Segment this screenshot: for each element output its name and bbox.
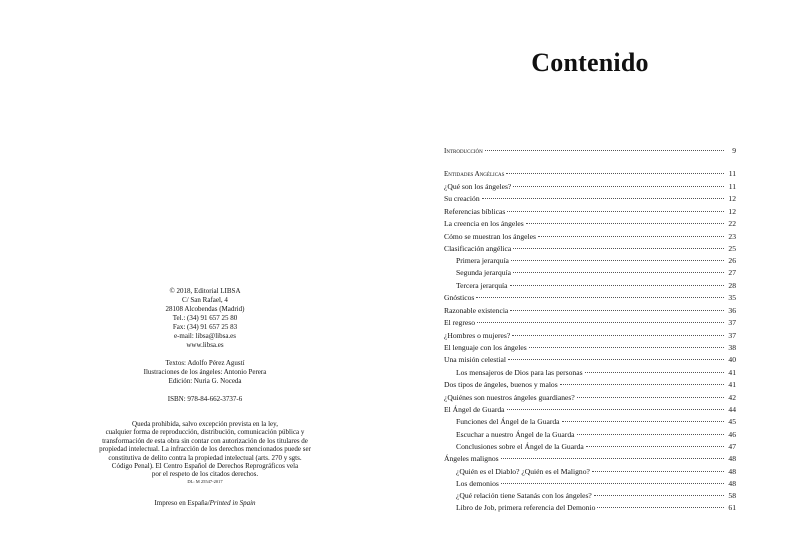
- toc-entry-title: Introducción: [444, 147, 483, 155]
- toc-entry-page: 12: [728, 194, 736, 203]
- toc-entry-page: 37: [728, 331, 736, 340]
- dot-leader: [485, 150, 724, 151]
- publisher-line: e-mail: libsa@libsa.es: [173, 332, 237, 340]
- toc-entry-title: ¿Quiénes son nuestros ángeles guardianes?: [444, 393, 575, 402]
- dot-leader: [513, 186, 724, 187]
- dot-leader: [562, 421, 724, 422]
- notice-line: propiedad intelectual. La infracción de los derechos mencionados puede ser: [99, 445, 311, 454]
- toc-entry: [444, 502, 736, 514]
- toc-entry-title: Entidades Angélicas: [444, 170, 505, 178]
- toc-entry: [444, 255, 736, 267]
- publisher-line: © 2018, Editorial LIBSA: [169, 287, 241, 295]
- toc-entry: [444, 206, 736, 218]
- dot-leader: [594, 495, 724, 496]
- dot-leader: [507, 211, 724, 212]
- toc-entry-title: Funciones del Ángel de la Guarda: [456, 417, 560, 426]
- toc-entry: [444, 231, 736, 243]
- toc-entry-page: 9: [732, 146, 736, 155]
- toc-entry: [444, 243, 736, 255]
- dot-leader: [482, 198, 724, 199]
- toc-entry-page: 48: [728, 479, 736, 488]
- toc-entry-title: Los mensajeros de Dios para las personas: [456, 368, 583, 377]
- publisher-line: www.libsa.es: [186, 341, 224, 349]
- dot-leader: [577, 434, 725, 435]
- toc-entry: [444, 145, 736, 157]
- toc-entry: [444, 404, 736, 416]
- toc-entry-page: 44: [728, 405, 736, 414]
- toc-entry-page: 27: [728, 268, 736, 277]
- toc-entry: [444, 354, 736, 366]
- toc-entry: [444, 342, 736, 354]
- dot-leader: [560, 384, 724, 385]
- toc-entry-page: 41: [728, 368, 736, 377]
- dot-leader: [510, 310, 724, 311]
- toc-entry-page: 12: [728, 207, 736, 216]
- dot-leader: [477, 322, 724, 323]
- toc-entry-page: 23: [728, 232, 736, 241]
- legal-notice: [85, 420, 325, 485]
- legal-deposit: DL: M 25547-2017: [187, 478, 223, 484]
- toc-entry-page: 25: [728, 244, 736, 253]
- notice-line: Queda prohibida, salvo excepción prevista en la ley,: [132, 420, 278, 428]
- contents-page: [444, 0, 736, 550]
- toc-entry-title: El Ángel de Guarda: [444, 405, 505, 414]
- dot-leader: [513, 272, 724, 273]
- dot-leader: [586, 446, 724, 447]
- toc-entry-title: Su creación: [444, 194, 480, 203]
- dot-leader: [506, 173, 724, 174]
- toc-entry: [444, 305, 736, 317]
- toc-entry-page: 36: [728, 306, 736, 315]
- toc-entry: [444, 280, 736, 292]
- toc-entry-title: El lenguaje con los ángeles: [444, 343, 527, 352]
- credit-line: Ilustraciones de los ángeles: Antonio Perera: [143, 368, 267, 376]
- dot-leader: [510, 285, 724, 286]
- toc-entry: [444, 193, 736, 205]
- toc-entry-title: Dos tipos de ángeles, buenos y malos: [444, 380, 558, 389]
- notice-line: por el respeto de los citados derechos.: [151, 470, 259, 479]
- toc-entry-page: 48: [728, 454, 736, 463]
- toc-entry-title: Una misión celestial: [444, 355, 506, 364]
- dot-leader: [597, 507, 724, 508]
- dot-leader: [585, 372, 724, 373]
- toc-entry-title: Escuchar a nuestro Ángel de la Guarda: [456, 430, 575, 439]
- toc-entry: [444, 490, 736, 502]
- dot-leader: [592, 471, 724, 472]
- dot-leader: [511, 260, 724, 261]
- dot-leader: [529, 347, 724, 348]
- printed-italic: Printed in Spain: [209, 499, 256, 507]
- toc-entry-page: 42: [728, 393, 736, 402]
- notice-line: transformación de esta obra sin contar con autorización de los titulares de: [102, 436, 308, 445]
- publisher-line: 28108 Alcobendas (Madrid): [165, 305, 245, 313]
- printed-in: [95, 499, 315, 507]
- toc-entry-page: 22: [728, 219, 736, 228]
- toc-entry-title: Conclusiones sobre el Ángel de la Guarda: [456, 442, 584, 451]
- toc-entry-title: Segunda jerarquía: [456, 268, 512, 277]
- toc-entry-page: 38: [728, 343, 736, 352]
- toc-entry: [444, 367, 736, 379]
- notice-line: constitutiva de delito contra la propiedad intelectual (arts. 270 y sgts.: [108, 453, 302, 462]
- toc-entry-title: Gnósticos: [444, 293, 475, 302]
- toc-entry-title: Los demonios: [456, 479, 499, 488]
- toc-entry: [444, 453, 736, 465]
- copyright-page: [95, 0, 315, 550]
- toc-entry: [444, 218, 736, 230]
- isbn: ISBN: 978-84-662-3737-6: [167, 395, 243, 403]
- toc-entry: [444, 267, 736, 279]
- dot-leader: [476, 297, 724, 298]
- toc-entry-title: El regreso: [444, 318, 475, 327]
- toc-entry-title: La creencia en los ángeles: [444, 219, 524, 228]
- toc-entry-title: ¿Qué son los ángeles?: [444, 182, 512, 191]
- toc-entry: [444, 478, 736, 490]
- toc-entry-page: 61: [728, 503, 736, 512]
- credit-line: Textos: Adolfo Pérez Agustí: [165, 359, 245, 367]
- dot-leader: [508, 359, 724, 360]
- publisher-line: C/ San Rafael, 4: [182, 296, 228, 304]
- toc-entry: [444, 317, 736, 329]
- toc-entry-page: 45: [728, 417, 736, 426]
- printed-prefix: Impreso en España/: [154, 499, 210, 507]
- publisher-info: [95, 287, 315, 404]
- toc-entry-page: 41: [728, 380, 736, 389]
- dot-leader: [526, 223, 724, 224]
- notice-line: Código Penal). El Centro Español de Derechos Reprográficos vela: [111, 462, 299, 471]
- toc-entry: [444, 392, 736, 404]
- toc-entry-page: 37: [728, 318, 736, 327]
- toc-entry: [444, 429, 736, 441]
- toc-entry: [444, 379, 736, 391]
- dot-leader: [507, 409, 724, 410]
- toc-entry-title: Primera jerarquía: [456, 256, 509, 265]
- toc-entry: [444, 416, 736, 428]
- toc-entry-title: Razonable existencia: [444, 306, 509, 315]
- toc-entry: [444, 441, 736, 453]
- credit-line: Edición: Nuria G. Noceda: [168, 377, 242, 385]
- dot-leader: [538, 236, 724, 237]
- toc-entry-page: 40: [728, 355, 736, 364]
- toc-entry: [444, 181, 736, 193]
- dot-leader: [501, 483, 724, 484]
- toc-entry-title: Cómo se muestran los ángeles: [444, 232, 536, 241]
- dot-leader: [501, 458, 724, 459]
- toc-entry-page: 48: [728, 467, 736, 476]
- toc-entry: [444, 168, 736, 180]
- toc-entry: [444, 292, 736, 304]
- toc-entry-title: Referencias bíblicas: [444, 207, 506, 216]
- dot-leader: [577, 397, 724, 398]
- page-title: Contenido: [531, 48, 649, 77]
- publisher-line: Fax: (34) 91 657 25 83: [172, 323, 238, 331]
- toc-entry-title: Tercera jerarquía: [456, 281, 508, 290]
- toc-entry-title: Libro de Job, primera referencia del Demonio: [456, 503, 596, 512]
- toc-entry-page: 46: [728, 430, 736, 439]
- dot-leader: [512, 335, 724, 336]
- toc-entry-page: 47: [728, 442, 736, 451]
- toc-entry-title: Ángeles malignos: [444, 454, 499, 463]
- publisher-line: Tel.: (34) 91 657 25 80: [172, 314, 238, 322]
- toc-entry: [444, 466, 736, 478]
- toc-entry-title: ¿Qué relación tiene Satanás con los ángeles?: [456, 491, 592, 500]
- toc-entry-page: 35: [728, 293, 736, 302]
- toc-entry-page: 11: [728, 182, 736, 191]
- toc-entry-title: Clasificación angélica: [444, 244, 512, 253]
- toc-entry-page: 58: [728, 491, 736, 500]
- dot-leader: [513, 248, 724, 249]
- toc-entry-page: 26: [728, 256, 736, 265]
- toc-entry-page: 11: [728, 169, 736, 178]
- toc-entry-title: ¿Hombres o mujeres?: [444, 331, 511, 340]
- notice-line: cualquier forma de reproducción, distribución, comunicación pública y: [105, 428, 305, 437]
- toc-entry-page: 28: [728, 281, 736, 290]
- toc-entry-title: ¿Quién es el Diablo? ¿Quién es el Maligno?: [456, 467, 590, 476]
- toc-entry: [444, 330, 736, 342]
